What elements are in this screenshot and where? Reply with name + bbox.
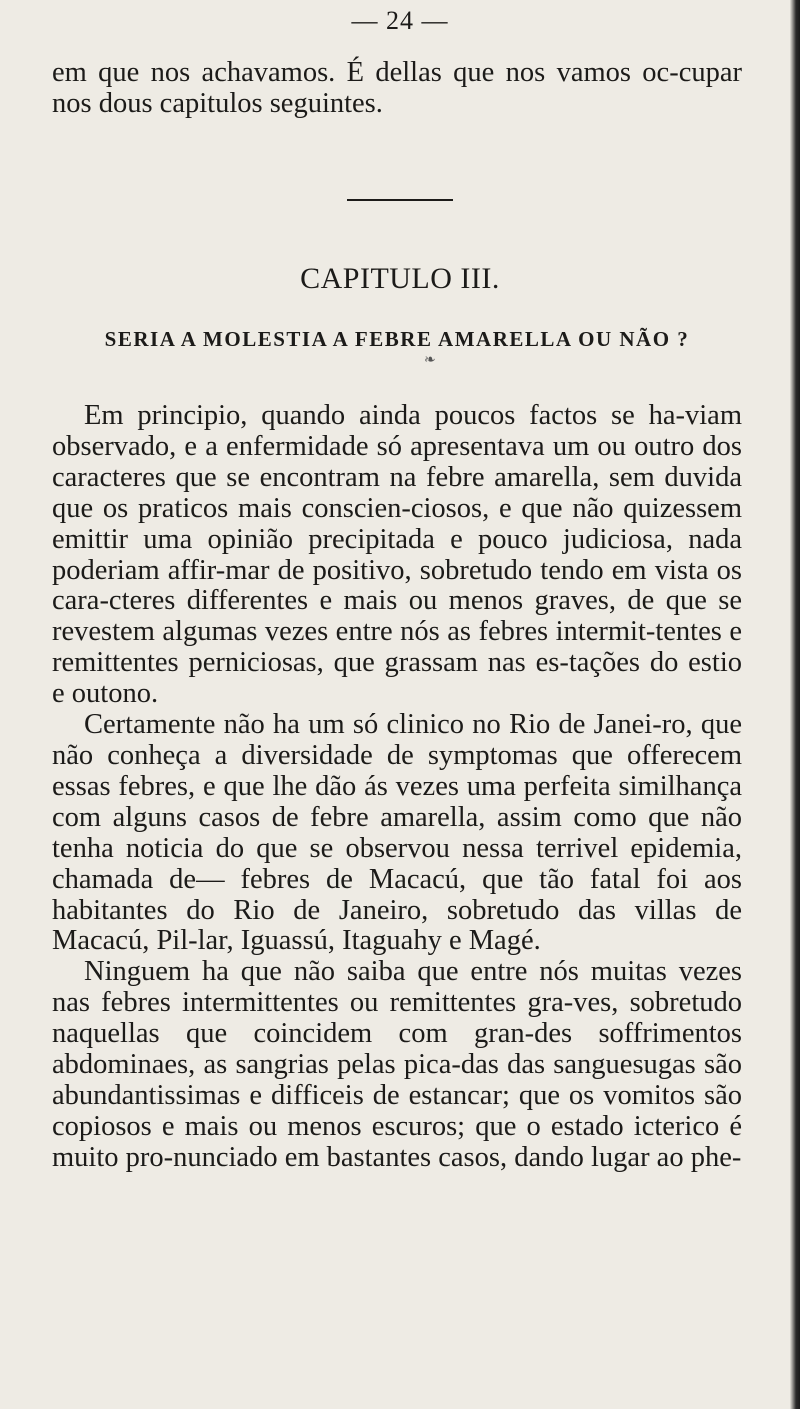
page-edge-shadow	[790, 0, 800, 1409]
paragraph-2: Certamente não ha um só clinico no Rio de Janei-ro, que não conheça a diversidade de symptomas que offerecem essas febres, e que lhe dão ás vezes uma perfeita similhança com alguns casos de febre amarella, assim como que não tenha noticia do que se observou nessa terrivel epidemia, chamada de— febres de Macacú, que tão fatal foi aos habitantes do Rio de Janeiro, sobretudo das villas de Macacú, Pil-lar, Iguassú, Itaguahy e Magé.	[52, 709, 742, 957]
chapter-body	[52, 401, 742, 1174]
page-number: — 24 —	[351, 6, 449, 35]
chapter-subtitle: SERIA A MOLESTIA A FEBRE AMARELLA OU NÃO ?	[104, 327, 690, 351]
chapter-title: CAPITULO III.	[300, 262, 500, 295]
opening-paragraph	[52, 58, 742, 120]
ornament-icon: ❧	[424, 353, 436, 368]
paragraph-1: Em principio, quando ainda poucos factos se ha-viam observado, e a enfermidade só apresentava um ou outro dos caracteres que se encontram na febre amarella, sem duvida que os praticos mais conscien-ciosos, e que não quizessem emittir uma opinião precipitada e pouco judiciosa, nada poderiam affir-mar de positivo, sobretudo tendo em vista os cara-cteres differentes e mais ou menos graves, de que se revestem algumas vezes entre nós as febres intermit-tentes e remittentes perniciosas, que grassam nas es-tações do estio e outono.	[52, 400, 742, 710]
paragraph-3: Ninguem ha que não saiba que entre nós muitas vezes nas febres intermittentes ou remittentes gra-ves, sobretudo naquellas que coincidem com gran-des soffrimentos abdominaes, as sangrias pelas pica-das das sanguesugas são abundantissimas e difficeis de estancar; que os vomitos são copiosos e mais ou menos escuros; que o estado icterico é muito pro-nunciado em bastantes casos, dando lugar ao phe-	[52, 956, 742, 1173]
paragraph-text: em que nos achavamos. É dellas que nos vamos oc-cupar nos dous capitulos seguintes.	[52, 57, 742, 119]
section-divider	[347, 199, 453, 201]
